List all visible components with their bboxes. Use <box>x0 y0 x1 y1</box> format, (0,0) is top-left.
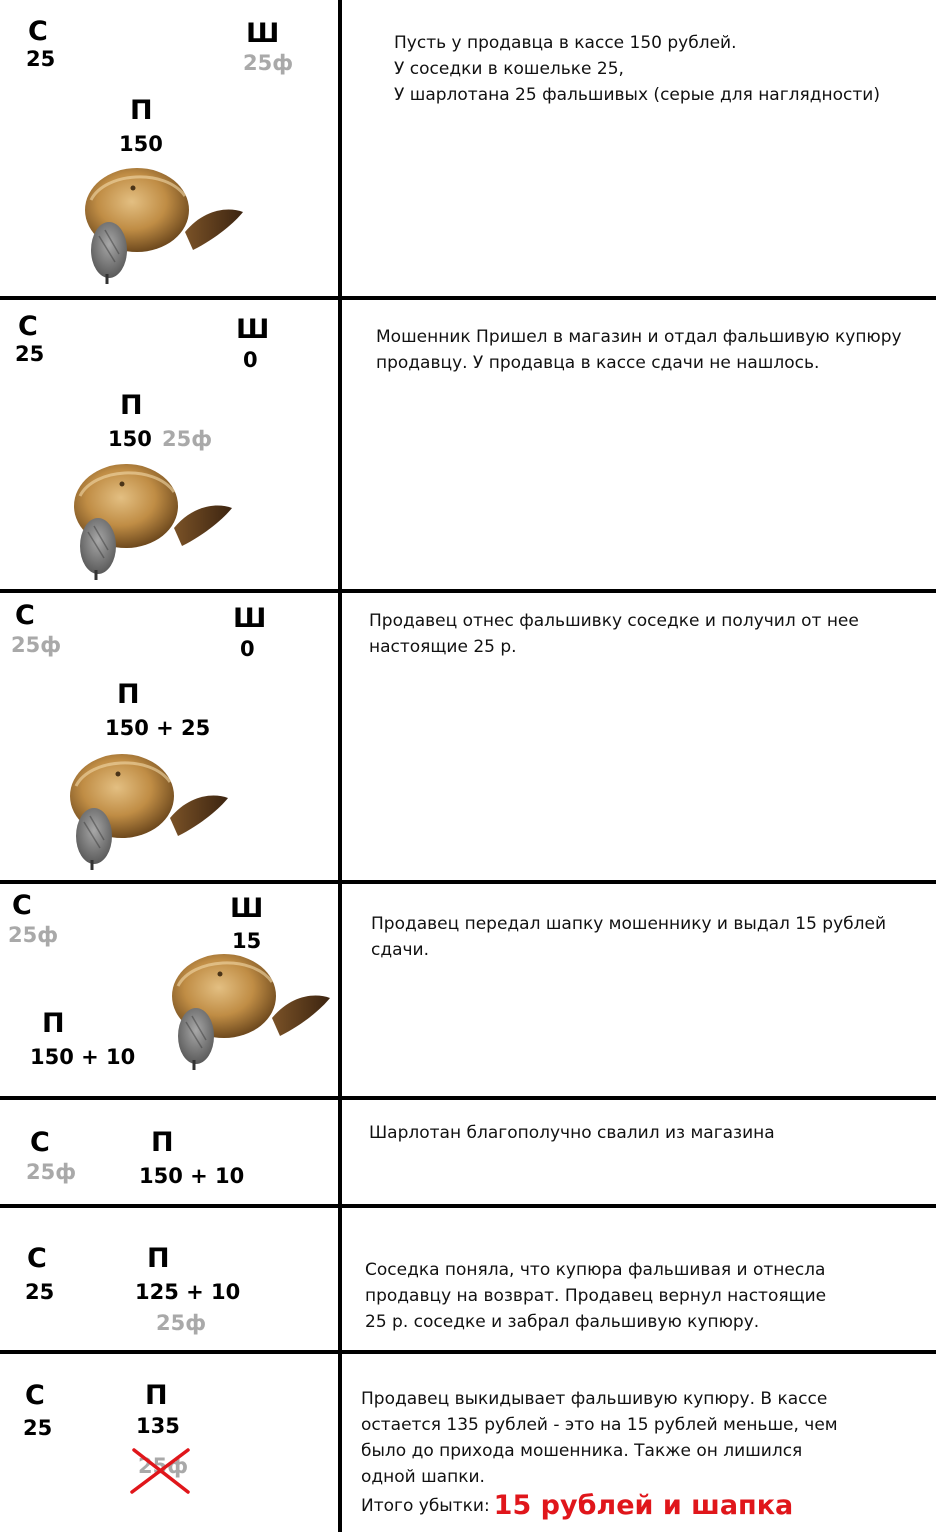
swindler-label: Ш <box>233 603 267 634</box>
swindler-label: Ш <box>246 18 280 49</box>
fur-hat-icon <box>74 462 234 584</box>
seller-amount: 150 + 10 <box>139 1164 245 1188</box>
seller-label: П <box>117 679 140 710</box>
step-description: Шарлотан благополучно свалил из магазина <box>369 1123 775 1143</box>
discarded-fake-bill: 25ф <box>138 1454 189 1478</box>
fur-hat-icon <box>70 752 230 874</box>
swindler-label: Ш <box>230 893 264 924</box>
total-losses <box>361 1490 793 1521</box>
seller-label: П <box>130 95 153 126</box>
fur-hat-icon <box>172 952 332 1074</box>
neighbor-label: С <box>25 1380 45 1411</box>
row-divider <box>0 589 936 593</box>
step-description: Продавец отнес фальшивку соседке и получил от нее настоящие 25 р. <box>369 611 859 657</box>
total-label: Итого убытки: <box>361 1496 490 1516</box>
row-divider <box>0 1204 936 1208</box>
step-description: Мошенник Пришел в магазин и отдал фальшивую купюру продавцу. У продавца в кассе сдачи не нашлось. <box>376 327 902 373</box>
seller-label: П <box>145 1380 168 1411</box>
neighbor-label: С <box>30 1127 50 1158</box>
seller-amount: 150 + 25 <box>105 716 211 740</box>
row-divider <box>0 880 936 884</box>
seller-label: П <box>151 1127 174 1158</box>
step-description: Продавец выкидывает фальшивую купюру. В кассе остается 135 рублей - это на 15 рублей меньше, чем было до прихода мошенника. Также он лишился одной шапки. <box>361 1389 838 1487</box>
neighbor-amount: 25 <box>26 47 56 71</box>
neighbor-label: С <box>18 311 38 342</box>
seller-fake-bill: 25ф <box>156 1311 207 1335</box>
seller-amount: 150 <box>108 427 152 451</box>
swindler-amount: 0 <box>240 637 255 661</box>
vertical-divider <box>338 0 342 1532</box>
neighbor-amount: 25ф <box>26 1160 77 1184</box>
neighbor-amount: 25ф <box>11 633 62 657</box>
row-divider <box>0 296 936 300</box>
swindler-amount: 0 <box>243 348 258 372</box>
step-description: Соседка поняла, что купюра фальшивая и отнесла продавцу на возврат. Продавец вернул настоящие 25 р. соседке и забрал фальшивую купюру. <box>365 1260 827 1332</box>
neighbor-amount: 25 <box>23 1416 53 1440</box>
seller-amount: 150 + 10 <box>30 1045 136 1069</box>
swindler-amount: 25ф <box>243 51 294 75</box>
seller-label: П <box>120 390 143 421</box>
seller-fake-bill: 25ф <box>162 427 213 451</box>
swindler-label: Ш <box>236 314 270 345</box>
neighbor-label: С <box>12 890 32 921</box>
neighbor-amount: 25 <box>25 1280 55 1304</box>
cross-out-icon <box>128 1446 194 1496</box>
seller-amount: 125 + 10 <box>135 1280 241 1304</box>
seller-label: П <box>42 1008 65 1039</box>
seller-amount: 150 <box>119 132 163 156</box>
swindler-amount: 15 <box>232 929 262 953</box>
seller-amount: 135 <box>136 1414 180 1438</box>
neighbor-label: С <box>27 1243 47 1274</box>
fur-hat-icon <box>85 166 245 288</box>
step-description: Продавец передал шапку мошеннику и выдал 15 рублей сдачи. <box>371 914 887 960</box>
neighbor-amount: 25ф <box>8 923 59 947</box>
total-value: 15 рублей и шапка <box>493 1490 794 1521</box>
row-divider <box>0 1096 936 1100</box>
neighbor-amount: 25 <box>15 342 45 366</box>
neighbor-label: С <box>15 600 35 631</box>
neighbor-label: С <box>28 16 48 47</box>
step-description: Пусть у продавца в кассе 150 рублей. У соседки в кошельке 25, У шарлотана 25 фальшивых (серые для наглядности) <box>394 33 880 105</box>
seller-label: П <box>147 1243 170 1274</box>
row-divider <box>0 1350 936 1354</box>
